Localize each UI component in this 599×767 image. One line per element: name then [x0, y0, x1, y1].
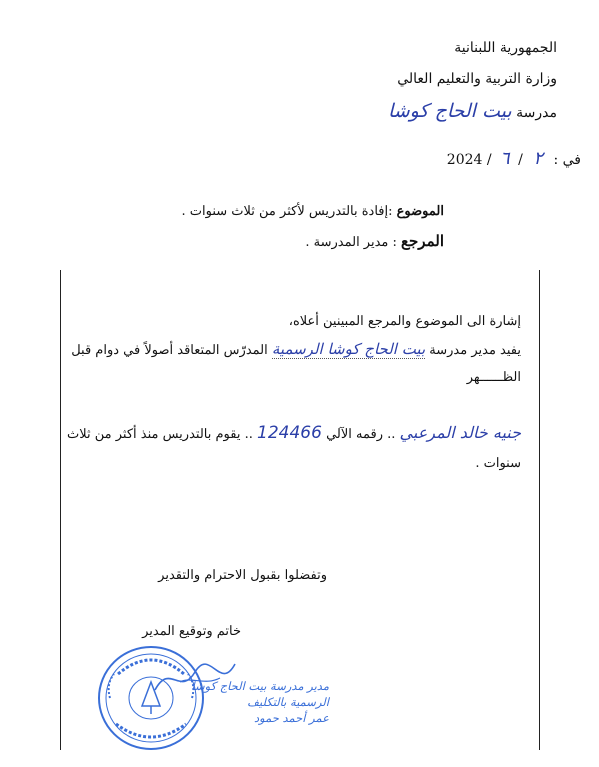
date-prefix: في : [553, 152, 581, 168]
school-label: مدرسة [516, 105, 557, 121]
date-separator: / [518, 152, 523, 168]
body-line-4 [67, 423, 521, 443]
school-line [388, 100, 557, 122]
stamp-line-1: مدير مدرسة بيت الحاج كوشا [191, 679, 329, 693]
body-line-4-end: يقوم بالتدريس منذ أكثر من ثلاث [67, 427, 241, 442]
ministry-heading: وزارة التربية والتعليم العالي [397, 71, 557, 87]
reference-text: : مدير المدرسة . [305, 235, 397, 250]
reference-label: المرجع [401, 232, 444, 250]
body-line-2-start: يفيد مدير مدرسة [429, 343, 521, 358]
signature-label: خاتم وتوقيع المدير [142, 624, 241, 639]
teacher-name-handwritten: جنيه خالد المرعبي [399, 423, 521, 442]
subject-line [182, 204, 444, 219]
date-separator: / [486, 152, 492, 168]
closing-thanks: وتفضلوا بقبول الاحترام والتقدير [158, 568, 327, 583]
school-name-handwritten: بيت الحاج كوشا [387, 100, 512, 122]
date-month: ٦ [500, 148, 510, 169]
reference-line [305, 232, 444, 250]
date-line [447, 148, 581, 169]
stamp-line-3: عمر أحمد حمود [254, 711, 329, 725]
dots-separator: .. [244, 427, 253, 442]
date-day: ٢ [533, 148, 544, 169]
dots-separator: .. [387, 427, 396, 442]
stamp-line-2: الرسمية بالتكليف [247, 695, 329, 709]
director-signature [150, 652, 240, 702]
teacher-number-handwritten: 124466 [257, 423, 322, 443]
republic-heading: الجمهورية اللبنانية [454, 40, 557, 56]
body-line-4-mid: رقمه الآلي [326, 427, 383, 442]
body-school-handwritten: بيت الحاج كوشا الرسمية [271, 340, 426, 358]
body-line-3: الظــــــهر [466, 370, 521, 385]
date-year: 2024 [446, 152, 483, 168]
subject-text: :إفادة بالتدريس لأكثر من ثلاث سنوات . [181, 204, 393, 219]
body-line-1: إشارة الى الموضوع والمرجع المبينين أعلاه، [288, 314, 521, 329]
body-line-2 [71, 340, 521, 358]
body-line-2-end: المدرّس المتعاقد أصولاً في دوام قبل [71, 343, 268, 358]
body-line-5: سنوات . [475, 456, 521, 471]
subject-label: الموضوع [396, 204, 444, 219]
